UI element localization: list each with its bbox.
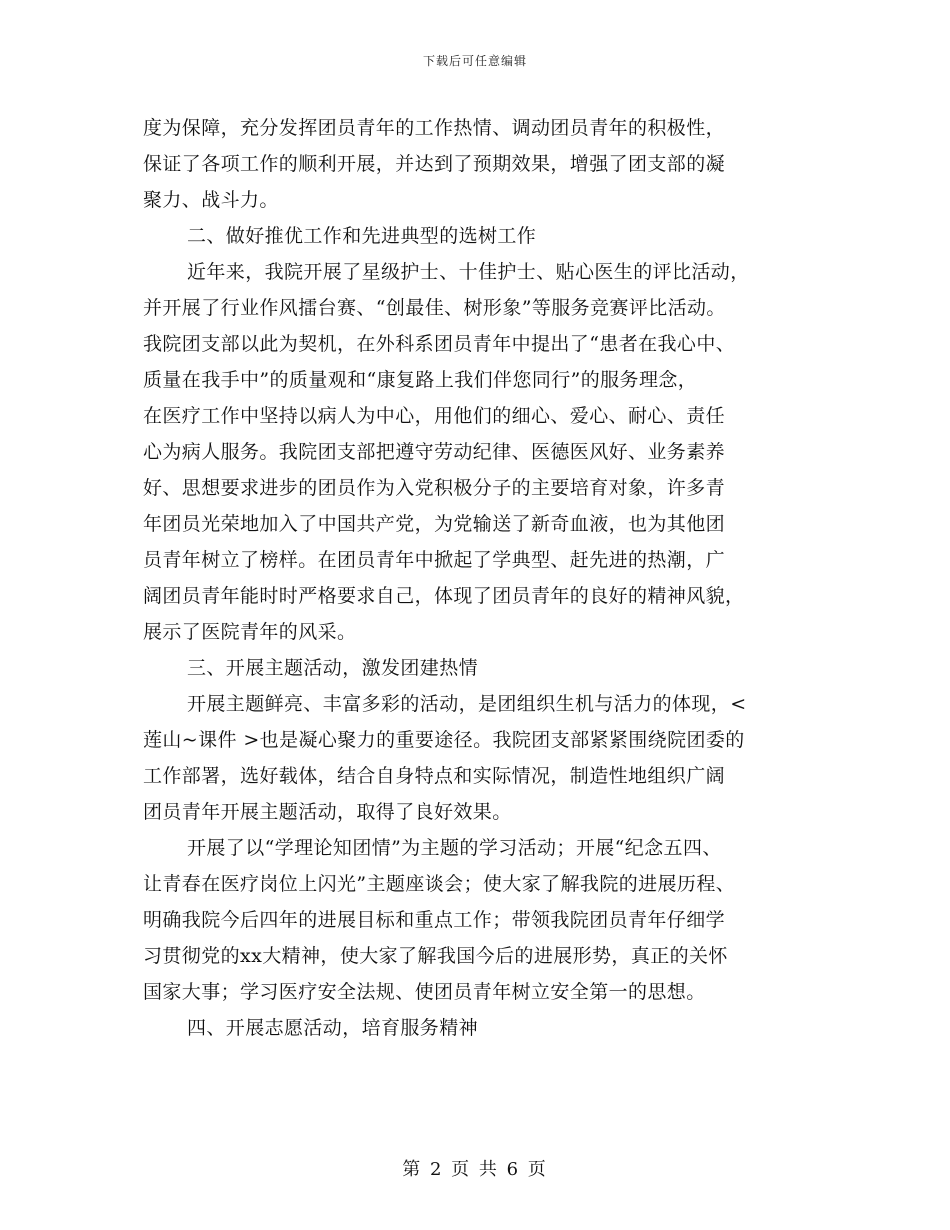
text-line: 习贯彻党的xx大精神，使大家了解我国今后的进展形势，真正的关怀	[143, 945, 728, 967]
text-line: 好、思想要求进步的团员作为入党积极分子的主要培育对象，许多青	[143, 477, 726, 499]
text-line: 心为病人服务。我院团支部把遵守劳动纪律、医德医风好、业务素养	[143, 441, 726, 463]
text-line: 保证了各项工作的顺利开展，并达到了预期效果，增强了团支部的凝	[143, 153, 726, 175]
text-line: 度为保障，充分发挥团员青年的工作热情、调动团员青年的积极性，	[143, 117, 726, 139]
section-heading: 二、做好推优工作和先进典型的选树工作	[187, 225, 537, 247]
text-line: 开展了以“学理论知团情”为主题的学习活动；开展“纪念五四、	[187, 837, 722, 859]
page-number-footer: 第 2 页 共 6 页	[402, 1159, 548, 1180]
text-line: 我院团支部以此为契机，在外科系团员青年中提出了“患者在我心中、	[143, 333, 736, 355]
text-line: 工作部署，选好载体，结合自身特点和实际情况，制造性地组织广阔	[143, 765, 726, 787]
section-heading: 四、开展志愿活动，培育服务精神	[187, 1017, 479, 1039]
text-line: 年团员光荣地加入了中国共产党，为党输送了新奇血液，也为其他团	[143, 513, 726, 535]
text-line: 质量在我手中”的质量观和“康复路上我们伴您同行”的服务理念，	[143, 369, 698, 391]
document-body	[143, 110, 808, 1046]
text-line: 在医疗工作中坚持以病人为中心，用他们的细心、爱心、耐心、责任	[143, 405, 726, 427]
text-line: 阔团员青年能时时严格要求自己，体现了团员青年的良好的精神风貌，	[143, 585, 745, 607]
text-line: 近年来，我院开展了星级护士、十佳护士、贴心医生的评比活动，	[187, 261, 750, 283]
text-line: 明确我院今后四年的进展目标和重点工作；带领我院团员青年仔细学	[143, 909, 726, 931]
text-line: 国家大事；学习医疗安全法规、使团员青年树立安全第一的思想。	[143, 981, 706, 1003]
text-line: 员青年树立了榜样。在团员青年中掀起了学典型、赶先进的热潮，广	[143, 549, 726, 571]
page-header: 下载后可任意编辑	[422, 54, 527, 68]
section-heading: 三、开展主题活动，激发团建热情	[187, 657, 479, 679]
text-line: 让青春在医疗岗位上闪光”主题座谈会；使大家了解我院的进展历程、	[143, 873, 736, 895]
text-line: 莲山~课件 >也是凝心聚力的重要途径。我院团支部紧紧围绕院团委的	[143, 729, 745, 751]
text-line: 团员青年开展主题活动，取得了良好效果。	[143, 801, 512, 823]
text-line: 并开展了行业作风擂台赛、“创最佳、树形象”等服务竞赛评比活动。	[143, 297, 726, 319]
text-line: 聚力、战斗力。	[143, 189, 279, 211]
text-line: 展示了医院青年的风采。	[143, 621, 357, 643]
text-line: 开展主题鲜亮、丰富多彩的活动，是团组织生机与活力的体现，<	[187, 693, 747, 715]
